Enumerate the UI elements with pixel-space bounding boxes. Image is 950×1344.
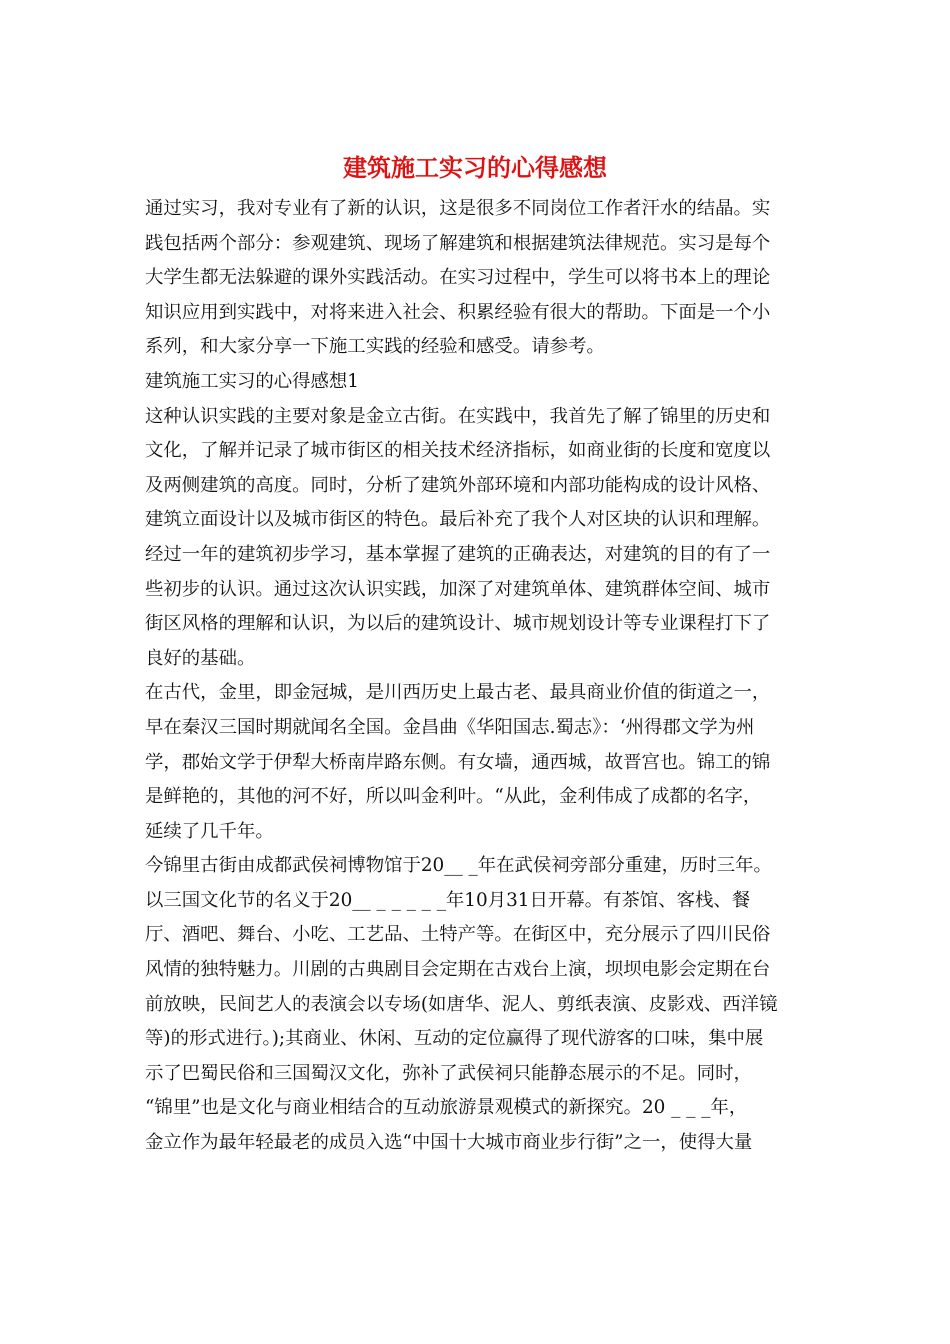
text-line: 风情的独特魅力。川剧的古典剧目会定期在古戏台上演，坝坝电影会定期在台 [145,959,771,981]
text-line: 是鲜艳的，其他的河不好，所以叫金利叶。“从此，金利伟成了成都的名字， [145,786,762,808]
text-line: 大学生都无法躲避的课外实践活动。在实习过程中，学生可以将书本上的理论 [145,267,771,289]
document-title: 建筑施工实习的心得感想 [343,153,607,182]
text-line: 以三国文化节的名义于20__ _ _ _ _ _年10月31日开幕。有茶馆、客栈、餐 [145,889,751,911]
text-line: 建筑施工实习的心得感想1 [145,370,359,392]
text-line: 践包括两个部分：参观建筑、现场了解建筑和根据建筑法律规范。实习是每个 [145,232,771,254]
text-line: 今锦里古街由成都武侯祠博物馆于20__ _年在武侯祠旁部分重建，历时三年。 [145,855,772,877]
text-line: 延续了几千年。 [145,820,274,842]
text-line: “锦里”也是文化与商业相结合的互动旅游景观模式的新探究。20 _ _ _年， [145,1097,748,1119]
text-line: 建筑立面设计以及城市街区的特色。最后补充了我个人对区块的认识和理解。 [145,509,771,531]
text-line: 经过一年的建筑初步学习，基本掌握了建筑的正确表达，对建筑的目的有了一 [145,543,771,565]
text-line: 通过实习，我对专业有了新的认识，这是很多不同岗位工作者汗水的结晶。实 [145,198,771,219]
text-line: 及两侧建筑的高度。同时，分析了建筑外部环境和内部功能构成的设计风格、 [145,474,771,496]
document-body [145,192,807,1161]
text-line: 系列，和大家分享一下施工实践的经验和感受。请参考。 [145,336,605,358]
text-line: 学，郡始文学于伊犁大桥南岸路东侧。有女墙，通西城，故晋宫也。锦工的锦 [145,751,771,773]
text-line: 在古代，金里，即金冠城，是川西历史上最古老、最具商业价值的街道之一， [145,682,771,704]
text-line: 这种认识实践的主要对象是金立古街。在实践中，我首先了解了锦里的历史和 [145,405,771,427]
text-line: 前放映，民间艺人的表演会以专场(如唐华、泥人、剪纸表演、皮影戏、西洋镜 [145,993,778,1015]
text-line: 厅、酒吧、舞台、小吃、工艺品、土特产等。在街区中，充分展示了四川民俗 [145,924,771,946]
text-line: 文化，了解并记录了城市街区的相关技术经济指标，如商业街的长度和宽度以 [145,440,771,462]
text-line: 知识应用到实践中，对将来进入社会、积累经验有很大的帮助。下面是一个小 [145,301,771,323]
text-line: 街区风格的理解和认识，为以后的建筑设计、城市规划设计等专业课程打下了 [145,613,771,635]
text-line: 些初步的认识。通过这次认识实践，加深了对建筑单体、建筑群体空间、城市 [145,578,771,600]
text-line: 金立作为最年轻最老的成员入选“中国十大城市商业步行街”之一，使得大量 [145,1132,753,1154]
text-line: 早在秦汉三国时期就闻名全国。金昌曲《华阳国志.蜀志》：‘州得郡文学为州 [145,716,755,738]
text-line: 良好的基础。 [145,647,256,669]
text-line: 等)的形式进行。);其商业、休闲、互动的定位赢得了现代游客的口味，集中展 [145,1028,764,1050]
text-line: 示了巴蜀民俗和三国蜀汉文化，弥补了武侯祠只能静态展示的不足。同时， [145,1062,752,1084]
